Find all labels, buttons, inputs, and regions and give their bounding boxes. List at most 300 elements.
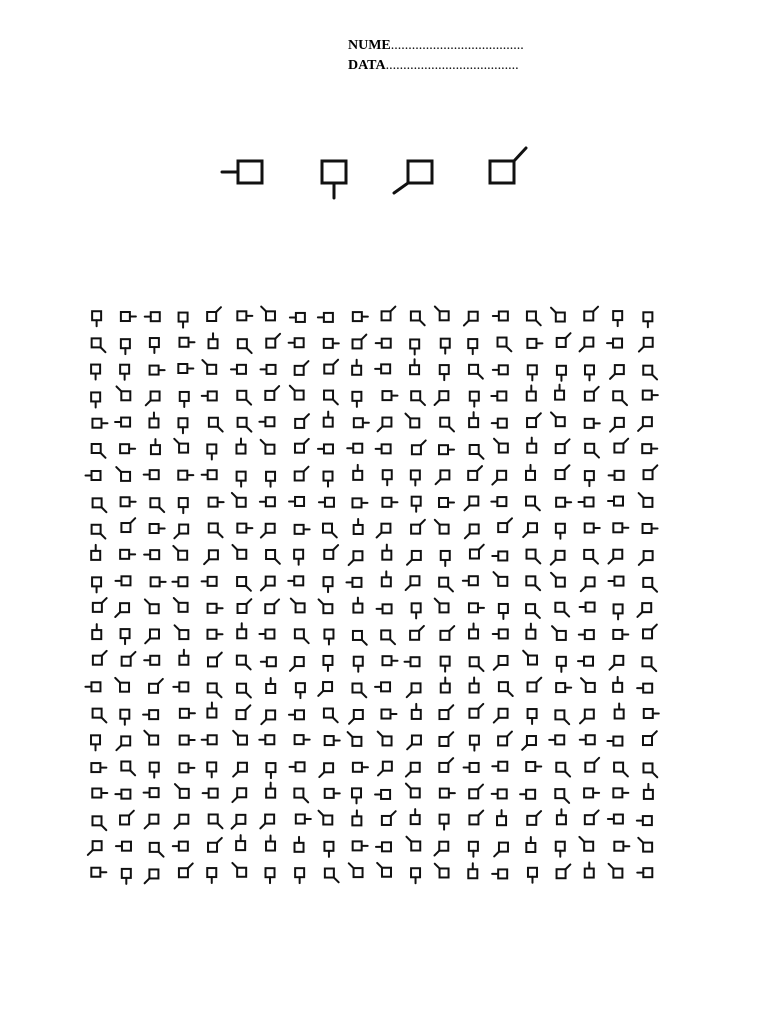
grid-symbol <box>238 599 252 613</box>
grid-symbol <box>552 626 566 640</box>
grid-symbol <box>523 651 537 665</box>
grid-symbol <box>470 445 484 459</box>
grid-symbol <box>585 444 599 458</box>
grid-symbol <box>643 731 657 745</box>
grid-symbol <box>527 678 541 692</box>
grid-symbol <box>349 710 363 724</box>
grid-symbol <box>492 762 507 771</box>
grid-symbol <box>122 869 131 884</box>
grid-symbol <box>551 573 565 587</box>
grid-symbol <box>91 735 100 750</box>
grid-symbol <box>121 629 130 644</box>
grid-symbol <box>526 604 540 618</box>
grid-symbol <box>585 863 594 878</box>
grid-symbol <box>528 365 537 380</box>
grid-symbol <box>231 365 246 374</box>
grid-symbol <box>608 497 623 506</box>
grid-symbol <box>266 836 275 851</box>
grid-symbol <box>92 816 106 830</box>
grid-symbol <box>527 550 541 564</box>
grid-symbol <box>439 498 454 507</box>
grid-symbol <box>238 418 252 432</box>
grid-symbol <box>526 576 540 590</box>
grid-symbol <box>121 312 136 321</box>
square-stem-left-icon <box>222 161 262 183</box>
grid-symbol <box>295 414 309 428</box>
grid-symbol <box>555 603 569 617</box>
square-stem-down-left-icon <box>394 161 432 193</box>
grid-symbol <box>121 497 136 506</box>
grid-symbol <box>411 868 420 883</box>
grid-symbol <box>520 790 535 799</box>
grid-symbol <box>86 471 101 480</box>
grid-symbol <box>324 412 333 427</box>
grid-symbol <box>145 312 160 321</box>
grid-symbol <box>555 710 569 724</box>
grid-symbol <box>259 735 274 744</box>
grid-symbol <box>150 498 164 512</box>
grid-symbol <box>261 710 275 724</box>
grid-symbol <box>237 577 251 591</box>
grid-symbol <box>528 709 537 724</box>
grid-symbol <box>382 811 396 825</box>
grid-symbol <box>470 677 479 692</box>
grid-symbol <box>347 444 362 453</box>
grid-symbol <box>406 576 420 590</box>
grid-symbol <box>614 439 628 453</box>
grid-symbol <box>608 550 622 564</box>
grid-symbol <box>377 604 392 613</box>
grid-symbol <box>637 868 652 877</box>
grid-symbol <box>324 630 333 645</box>
grid-symbol <box>491 497 506 506</box>
symbol-grid <box>84 302 684 892</box>
grid-symbol <box>579 497 594 506</box>
grid-symbol <box>470 736 479 751</box>
grid-symbol <box>237 705 251 719</box>
grid-symbol <box>149 679 163 693</box>
grid-symbol <box>92 624 101 639</box>
grid-symbol <box>266 868 275 883</box>
grid-symbol <box>232 493 246 507</box>
grid-symbol <box>324 545 338 559</box>
grid-symbol <box>290 657 304 671</box>
grid-symbol <box>143 710 158 719</box>
grid-symbol <box>323 656 332 671</box>
grid-symbol <box>493 629 508 638</box>
grid-symbol <box>584 550 598 564</box>
grid-symbol <box>644 784 653 799</box>
grid-symbol <box>209 418 223 432</box>
grid-symbol <box>643 524 658 533</box>
grid-symbol <box>353 465 362 480</box>
grid-symbol <box>237 524 252 533</box>
grid-symbol <box>557 864 571 878</box>
grid-symbol <box>551 412 565 426</box>
grid-symbol <box>580 603 595 612</box>
grid-symbol <box>492 471 506 485</box>
grid-symbol <box>232 815 246 829</box>
grid-symbol <box>412 603 421 618</box>
grid-symbol <box>266 472 275 487</box>
grid-symbol <box>585 365 594 380</box>
grid-symbol <box>407 683 421 697</box>
grid-symbol <box>383 470 392 485</box>
grid-symbol <box>498 732 512 746</box>
grid-symbol <box>378 418 392 432</box>
grid-symbol <box>440 418 454 432</box>
grid-symbol <box>613 523 628 532</box>
grid-symbol <box>439 705 453 719</box>
grid-symbol <box>150 338 159 353</box>
grid-symbol <box>354 519 363 534</box>
grid-symbol <box>494 656 508 670</box>
grid-symbol <box>92 444 106 458</box>
grid-symbol <box>353 335 367 349</box>
grid-symbol <box>324 472 333 487</box>
grid-symbol <box>116 467 130 481</box>
grid-symbol <box>643 763 657 777</box>
grid-symbol <box>469 365 483 379</box>
grid-symbol <box>439 758 453 772</box>
grid-symbol <box>144 550 159 559</box>
target-symbols-legend <box>210 140 540 210</box>
grid-symbol <box>412 440 426 454</box>
grid-symbol <box>237 656 251 670</box>
grid-symbol <box>522 736 536 750</box>
grid-symbol <box>175 815 189 829</box>
grid-symbol <box>584 307 598 321</box>
grid-symbol <box>557 657 566 672</box>
grid-symbol <box>318 313 333 322</box>
symbol-grid-svg <box>84 302 684 892</box>
grid-symbol <box>526 624 535 639</box>
grid-symbol <box>585 810 599 824</box>
grid-symbol <box>266 783 275 798</box>
grid-symbol <box>439 578 453 592</box>
grid-symbol <box>179 650 188 665</box>
grid-symbol <box>527 413 541 427</box>
grid-symbol <box>499 604 508 619</box>
grid-symbol <box>237 472 246 487</box>
grid-symbol <box>352 788 361 803</box>
grid-symbol <box>325 789 340 798</box>
grid-symbol <box>613 788 628 797</box>
grid-symbol <box>91 763 106 772</box>
grid-symbol <box>580 338 594 352</box>
grid-symbol <box>352 392 361 407</box>
grid-symbol <box>353 631 367 645</box>
grid-symbol <box>319 763 333 777</box>
grid-symbol <box>261 440 275 454</box>
grid-symbol <box>208 604 223 613</box>
grid-symbol <box>556 465 570 479</box>
grid-symbol <box>435 307 449 321</box>
grid-symbol <box>237 684 251 698</box>
grid-symbol <box>526 497 540 511</box>
grid-symbol <box>494 709 508 723</box>
grid-symbol <box>580 710 594 724</box>
grid-symbol <box>232 863 246 877</box>
grid-symbol <box>209 523 223 537</box>
grid-symbol <box>204 550 218 564</box>
grid-symbol <box>556 842 565 857</box>
grid-symbol <box>266 678 275 693</box>
grid-symbol <box>92 525 106 539</box>
grid-symbol <box>289 497 304 506</box>
grid-symbol <box>318 444 333 453</box>
grid-symbol <box>556 524 565 539</box>
grid-symbol <box>638 838 652 852</box>
grid-symbol <box>412 497 421 512</box>
grid-symbol <box>237 623 246 638</box>
grid-symbol <box>411 470 420 485</box>
grid-symbol <box>643 625 657 639</box>
grid-symbol <box>236 835 245 850</box>
grid-symbol <box>406 784 420 798</box>
grid-symbol <box>609 656 623 670</box>
grid-symbol <box>318 682 332 696</box>
grid-symbol <box>117 386 131 400</box>
grid-symbol <box>644 465 658 479</box>
grid-symbol <box>499 682 513 696</box>
grid-symbol <box>468 863 477 878</box>
grid-symbol <box>352 498 367 507</box>
grid-symbol <box>265 599 279 613</box>
grid-symbol <box>120 444 135 453</box>
grid-symbol <box>556 763 570 777</box>
grid-symbol <box>232 788 246 802</box>
grid-symbol <box>209 815 223 829</box>
grid-symbol <box>352 684 366 698</box>
grid-symbol <box>468 466 482 480</box>
grid-symbol <box>209 498 224 507</box>
date-line <box>348 56 648 76</box>
grid-symbol <box>208 838 222 852</box>
grid-symbol <box>469 785 483 799</box>
legend-svg <box>210 140 540 210</box>
grid-symbol <box>202 391 217 400</box>
grid-symbol <box>323 524 337 538</box>
grid-symbol <box>382 307 396 321</box>
grid-symbol <box>115 576 130 585</box>
grid-symbol <box>410 626 424 640</box>
grid-symbol <box>290 386 304 400</box>
grid-symbol <box>465 497 479 511</box>
grid-symbol <box>644 709 659 718</box>
grid-symbol <box>579 630 594 639</box>
grid-symbol <box>435 520 449 534</box>
grid-symbol <box>294 550 303 565</box>
grid-symbol <box>555 789 569 803</box>
grid-symbol <box>353 598 362 613</box>
grid-symbol <box>289 710 304 719</box>
grid-symbol <box>377 863 391 877</box>
date-dots: ...................................... <box>385 58 519 73</box>
grid-symbol <box>492 551 507 560</box>
student-header <box>348 36 648 76</box>
grid-symbol <box>498 338 512 352</box>
grid-symbol <box>295 361 309 375</box>
grid-symbol <box>615 704 624 719</box>
grid-symbol <box>238 339 252 353</box>
grid-symbol <box>498 518 512 532</box>
grid-symbol <box>88 841 102 855</box>
grid-symbol <box>523 523 537 537</box>
grid-symbol <box>439 445 454 454</box>
grid-symbol <box>585 758 599 772</box>
grid-symbol <box>549 735 564 744</box>
grid-symbol <box>492 419 507 428</box>
grid-symbol <box>463 576 478 585</box>
grid-symbol <box>233 763 247 777</box>
grid-symbol <box>555 385 564 400</box>
grid-symbol <box>526 465 535 480</box>
grid-symbol <box>207 307 221 321</box>
grid-symbol <box>294 789 308 803</box>
grid-symbol <box>556 439 570 453</box>
grid-symbol <box>346 578 361 587</box>
grid-symbol <box>149 412 158 427</box>
grid-symbol <box>324 842 333 857</box>
grid-symbol <box>261 365 276 374</box>
grid-symbol <box>260 815 274 829</box>
grid-symbol <box>613 630 628 639</box>
grid-symbol <box>407 551 421 565</box>
name-label: NUME <box>348 38 391 53</box>
grid-symbol <box>91 365 100 380</box>
grid-symbol <box>639 493 653 507</box>
grid-symbol <box>120 550 135 559</box>
grid-symbol <box>637 684 652 693</box>
grid-symbol <box>470 392 479 407</box>
grid-symbol <box>609 471 624 480</box>
grid-symbol <box>551 551 565 565</box>
grid-symbol <box>172 577 187 586</box>
grid-symbol <box>121 762 135 776</box>
grid-symbol <box>643 391 658 400</box>
grid-symbol <box>207 868 216 883</box>
grid-symbol <box>642 444 657 453</box>
grid-symbol <box>91 868 106 877</box>
grid-symbol <box>440 365 449 380</box>
square-stem-down-icon <box>322 161 346 198</box>
grid-symbol <box>290 313 305 322</box>
grid-symbol <box>464 763 479 772</box>
grid-symbol <box>643 366 657 380</box>
grid-symbol <box>202 577 217 586</box>
grid-symbol <box>178 364 193 373</box>
grid-symbol <box>382 391 397 400</box>
grid-symbol <box>637 603 651 617</box>
grid-symbol <box>643 312 652 327</box>
name-dots: ...................................... <box>390 38 524 53</box>
grid-symbol <box>122 652 136 666</box>
grid-symbol <box>324 577 333 592</box>
grid-symbol <box>295 439 309 453</box>
grid-symbol <box>436 470 450 484</box>
grid-symbol <box>295 735 310 744</box>
grid-symbol <box>237 311 252 320</box>
grid-symbol <box>578 657 593 666</box>
grid-symbol <box>470 657 484 671</box>
grid-symbol <box>237 391 251 405</box>
grid-symbol <box>526 837 535 852</box>
grid-symbol <box>296 683 305 698</box>
grid-symbol <box>639 338 653 352</box>
grid-symbol <box>412 704 421 719</box>
grid-symbol <box>295 467 309 481</box>
grid-symbol <box>295 837 304 852</box>
grid-symbol <box>527 811 541 825</box>
grid-symbol <box>295 525 310 534</box>
grid-symbol <box>469 623 478 638</box>
grid-symbol <box>92 577 101 592</box>
grid-symbol <box>585 419 600 428</box>
grid-symbol <box>614 842 629 851</box>
grid-symbol <box>352 360 361 375</box>
grid-symbol <box>120 365 129 380</box>
grid-symbol <box>145 629 159 643</box>
grid-symbol <box>494 439 508 453</box>
grid-symbol <box>492 869 507 878</box>
grid-symbol <box>173 842 188 851</box>
grid-symbol <box>434 842 448 856</box>
grid-symbol <box>406 837 420 851</box>
grid-symbol <box>202 470 217 479</box>
grid-symbol <box>209 333 218 348</box>
grid-symbol <box>291 599 305 613</box>
grid-symbol <box>202 735 217 744</box>
grid-symbol <box>435 391 449 405</box>
grid-symbol <box>610 418 624 432</box>
grid-symbol <box>266 550 280 564</box>
grid-symbol <box>440 626 454 640</box>
grid-symbol <box>325 736 340 745</box>
grid-symbol <box>441 551 450 566</box>
grid-symbol <box>173 682 188 691</box>
grid-symbol <box>375 682 390 691</box>
grid-symbol <box>382 571 391 586</box>
grid-symbol <box>527 311 541 325</box>
grid-symbol <box>607 339 622 348</box>
date-label: DATA <box>348 58 386 73</box>
grid-symbol <box>150 763 159 778</box>
grid-symbol <box>383 656 398 665</box>
grid-symbol <box>468 339 477 354</box>
grid-symbol <box>527 339 542 348</box>
grid-symbol <box>410 359 419 374</box>
grid-symbol <box>174 439 188 453</box>
grid-symbol <box>613 391 627 405</box>
grid-symbol <box>440 815 449 830</box>
grid-symbol <box>179 863 193 877</box>
grid-symbol <box>557 809 566 824</box>
grid-symbol <box>580 735 595 744</box>
grid-symbol <box>381 710 396 719</box>
grid-symbol <box>469 603 484 612</box>
grid-symbol <box>179 763 194 772</box>
grid-symbol <box>378 762 392 776</box>
grid-symbol <box>91 392 100 407</box>
grid-symbol <box>354 418 369 427</box>
grid-symbol <box>121 339 130 354</box>
grid-symbol <box>407 735 421 749</box>
grid-symbol <box>585 524 600 533</box>
grid-symbol <box>261 307 275 321</box>
grid-symbol <box>93 498 107 512</box>
grid-symbol <box>173 546 187 560</box>
